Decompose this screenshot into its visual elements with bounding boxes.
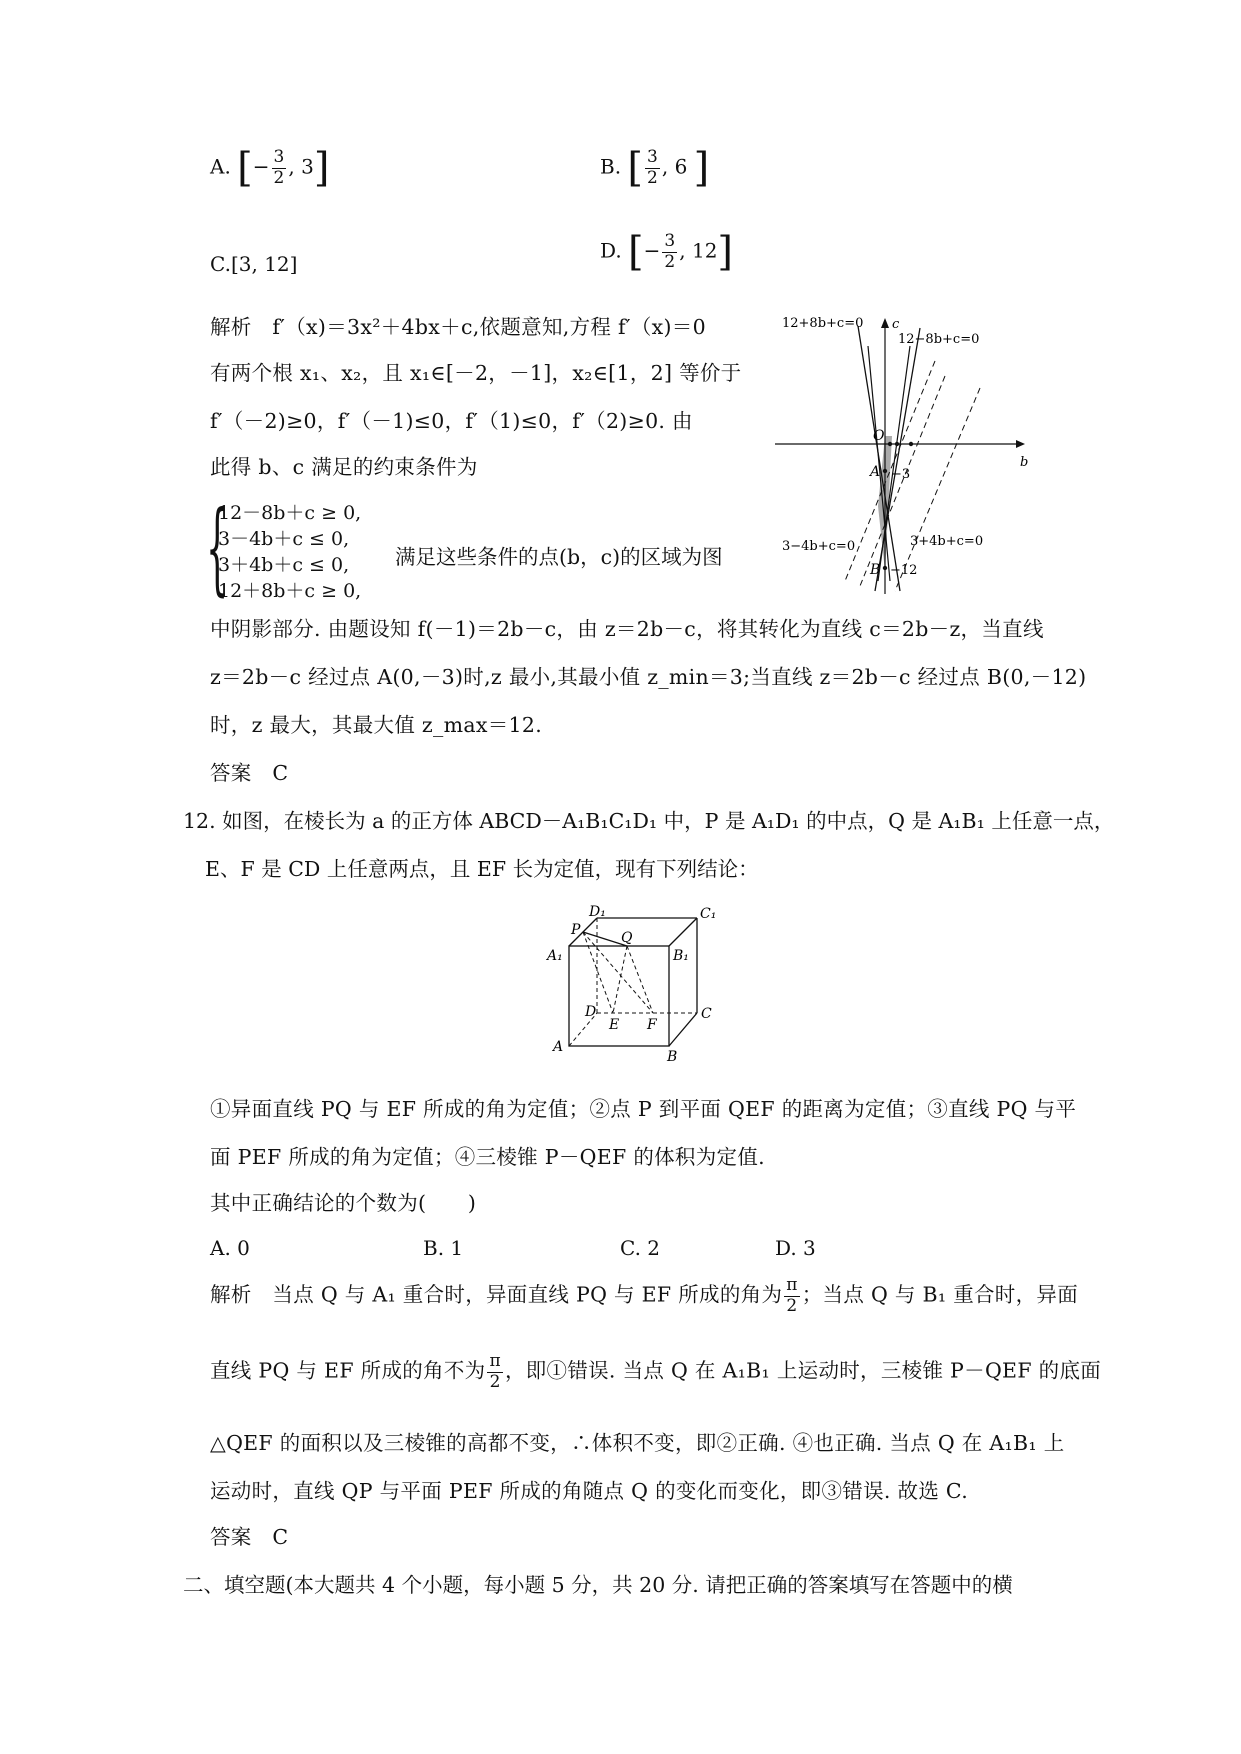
- q12-analysis-line4: 运动时，直线 QP 与平面 PEF 所成的角随点 Q 的变化而变化，即③错误. 故选 C.: [210, 1479, 969, 1503]
- dashed-line-3: [895, 388, 980, 591]
- q12-option-d: D. 3: [775, 1236, 816, 1260]
- segment-pe: [583, 932, 613, 1013]
- option-b-label: B.: [600, 154, 622, 179]
- section2-heading: 二、填空题(本大题共 4 个小题，每小题 5 分，共 20 分. 请把正确的答案填写在答题中的横: [183, 1573, 1013, 1597]
- region-text: 满足这些条件的点(b，c)的区域为图: [395, 545, 723, 569]
- option-a-label: A.: [210, 154, 231, 179]
- label-12m8b: 12−8b+c=0: [898, 332, 980, 347]
- label-b: B: [667, 1049, 678, 1065]
- option-a-fraction: [272, 148, 287, 188]
- label-c: C: [701, 1006, 712, 1022]
- option-a-num: 3: [273, 147, 285, 167]
- label-f: F: [647, 1017, 657, 1033]
- q12-analysis-line3: △QEF 的面积以及三棱锥的高都不变，∴体积不变，即②正确. ④也正确. 当点 Q 在 A₁B₁ 上: [210, 1431, 1065, 1455]
- option-a-den: 2: [273, 167, 285, 188]
- point-a-dot: [883, 469, 887, 473]
- label-tick-m12: −12: [890, 563, 918, 578]
- label-b1: B₁: [673, 948, 689, 964]
- option-b: B. [ $\frac{3}{2}$ , 6 ]: [600, 145, 710, 192]
- q12-analysis-line2-pre: 直线 PQ 与 EF 所成的角不为: [210, 1358, 486, 1383]
- label-c1: C₁: [700, 906, 717, 922]
- label-q: Q: [621, 930, 633, 946]
- option-a-tail: 3: [301, 154, 314, 179]
- q12-stem-line1: 12. 如图，在棱长为 a 的正方体 ABCD－A₁B₁C₁D₁ 中，P 是 A₁D₁ 的中点，Q 是 A₁B₁ 上任意一点，: [183, 809, 1115, 833]
- label-point-b: B: [870, 562, 881, 578]
- q11-analysis-line5: 中阴影部分. 由题设知 f(－1)＝2b－c，由 z＝2b－c，将其转化为直线 c＝2b－z，当直线: [210, 617, 1044, 641]
- q12-analysis-line1-pre: 解析 当点 Q 与 A₁ 重合时，异面直线 PQ 与 EF 所成的角为: [210, 1282, 783, 1307]
- option-b-den: 2: [647, 167, 658, 188]
- option-d-den: 2: [664, 251, 676, 272]
- c-axis-arrow: [881, 318, 889, 328]
- q12-question: 其中正确结论的个数为( ): [210, 1191, 477, 1215]
- q12-option-c: C. 2: [620, 1236, 661, 1260]
- label-d1: D₁: [589, 904, 606, 920]
- b-axis-arrow: [1016, 440, 1025, 448]
- q12-option-a: A. 0: [210, 1236, 250, 1260]
- edge-b1c1: [669, 918, 697, 946]
- q11-analysis-line6: z＝2b－c 经过点 A(0,－3)时,z 最小,其最小值 z_min＝3;当直线 z＝2b－c 经过点 B(0,－12): [210, 665, 1087, 689]
- label-a1: A₁: [547, 948, 563, 964]
- option-d-fraction: [662, 232, 677, 272]
- q12-statements-line2: 面 PEF 所成的角为定值；④三棱锥 P－QEF 的体积为定值.: [210, 1145, 765, 1169]
- q12-analysis-line2: [210, 1352, 1101, 1392]
- option-d: D. [− $\frac{3}{2}$ , 12]: [600, 229, 734, 276]
- label-3m4b: 3−4b+c=0: [782, 539, 856, 554]
- pi-den-1: 2: [786, 1295, 798, 1316]
- q11-analysis-line3: f′（－2)≥0，f′（－1)≤0，f′（1)≤0，f′（2)≥0. 由: [210, 409, 693, 433]
- label-tick-m3: −3: [891, 467, 911, 482]
- label-12p8b: 12+8b+c=0: [782, 316, 864, 331]
- pi-half-fraction-1: [784, 1276, 799, 1316]
- option-b-tail: 6: [674, 154, 688, 179]
- option-d-label: D.: [600, 238, 622, 263]
- q11-answer: 答案 C: [210, 761, 289, 785]
- pi-den-2: 2: [489, 1371, 501, 1392]
- segment-pf: [583, 932, 653, 1013]
- q12-statements-line1: ①异面直线 PQ 与 EF 所成的角为定值；②点 P 到平面 QEF 的距离为定值；③直线 PQ 与平: [210, 1097, 1077, 1121]
- constraint-system: [218, 500, 361, 604]
- q12-answer: 答案 C: [210, 1525, 289, 1549]
- pi-half-fraction-2: [487, 1352, 502, 1392]
- point-b-dot: [883, 566, 887, 570]
- label-point-a: A: [870, 464, 881, 480]
- q12-option-b: B. 1: [423, 1236, 464, 1260]
- option-a: A. [− $\frac{3}{2}$ , 3]: [210, 145, 330, 192]
- label-p: P: [571, 922, 581, 938]
- pi-num-1: π: [786, 1275, 798, 1295]
- q11-analysis-line4: 此得 b、c 满足的约束条件为: [210, 455, 478, 479]
- constraint-1: 12－8b＋c ≥ 0,: [218, 502, 362, 524]
- q12-analysis-line1-post: ；当点 Q 与 B₁ 重合时，异面: [801, 1282, 1078, 1307]
- label-axis-c: c: [892, 317, 900, 332]
- segment-qf: [627, 946, 653, 1013]
- label-e: E: [609, 1017, 620, 1033]
- label-origin: O: [873, 428, 885, 444]
- option-d-tail: 12: [691, 238, 718, 263]
- point-dot-1: [888, 442, 892, 446]
- q12-stem-line2: E、F 是 CD 上任意两点，且 EF 长为定值，现有下列结论：: [205, 857, 759, 881]
- q11-analysis-line1: 解析 f′（x)＝3x²＋4bx＋c,依题意知,方程 f′（x)＝0: [210, 315, 706, 339]
- option-b-fraction: [645, 148, 660, 188]
- q11-analysis-line7: 时，z 最大，其最大值 z_max＝12.: [210, 713, 543, 737]
- label-a: A: [553, 1039, 564, 1055]
- point-dot-3: [909, 442, 913, 446]
- q12-analysis-line2-post: ，即①错误. 当点 Q 在 A₁B₁ 上运动时，三棱锥 P－QEF 的底面: [504, 1358, 1102, 1383]
- option-c: C.[3, 12]: [210, 252, 298, 276]
- segment-qe: [613, 946, 627, 1013]
- constraint-brace: {: [206, 489, 229, 606]
- label-d: D: [585, 1004, 597, 1020]
- constraint-3: 3＋4b＋c ≤ 0,: [218, 554, 350, 576]
- label-axis-b: b: [1020, 455, 1029, 470]
- pi-num-2: π: [489, 1351, 501, 1371]
- option-b-num: 3: [647, 147, 658, 167]
- q11-analysis-line2: 有两个根 x₁、x₂，且 x₁∈[－2，－1]，x₂∈[1，2] 等价于: [210, 361, 742, 385]
- option-d-num: 3: [664, 231, 676, 251]
- edge-bc: [669, 1013, 697, 1046]
- point-dot-2: [895, 442, 899, 446]
- constraint-graph: [770, 306, 1040, 596]
- q12-analysis-line1: [210, 1276, 1078, 1316]
- label-3p4b: 3+4b+c=0: [910, 534, 984, 549]
- cube-figure: [535, 898, 735, 1070]
- constraint-2: 3－4b＋c ≤ 0,: [218, 528, 350, 550]
- constraint-4: 12＋8b＋c ≥ 0,: [218, 580, 362, 602]
